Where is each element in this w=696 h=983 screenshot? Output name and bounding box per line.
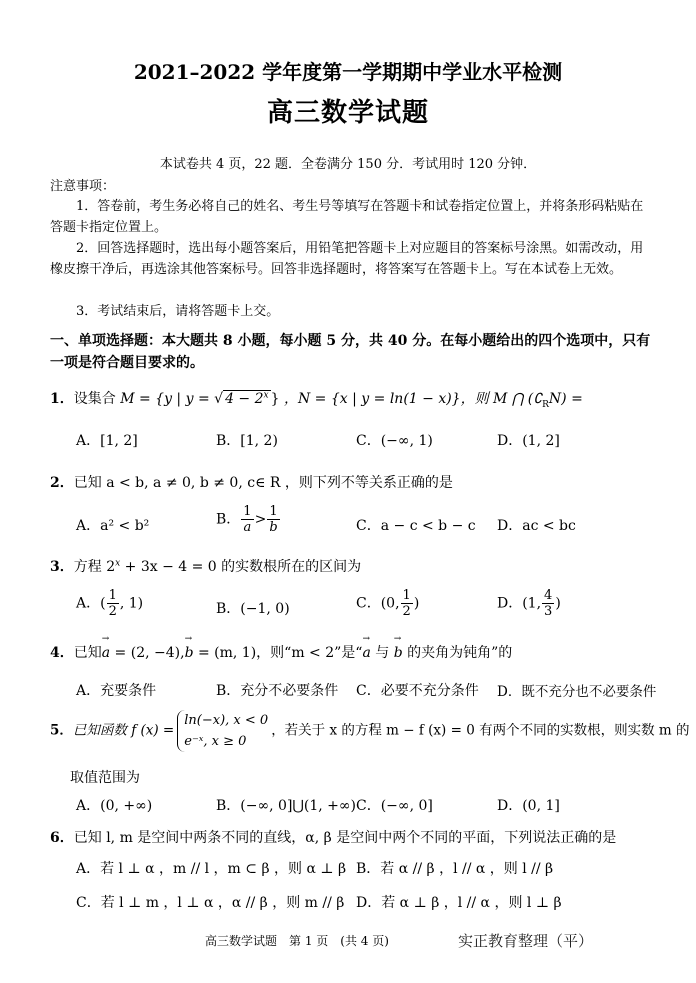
question-1-stem: 1．设集合 M = {y | y = √ $4 - 2^x$ } ，N = {x | y = ln(1 − x)}，则 M ⋂ $(∁_RN)$ = [50,390,583,410]
question-5-stem: 5．已知函数 f (x) =ln(−x), x < 0 e⁻ˣ, x ≥ 0，若关于 x 的方程 m − f (x) = 0 有两个不同的实数根，则实数 m 的 [50,710,689,752]
q6-option-a: A．若 l ⊥ α ，m // l ，m ⊂ β ，则 α ⊥ β [76,861,347,877]
q2-option-a: A．a² < b² [76,518,150,534]
q2-option-b: B． $\frac{1}{a}$ > $\frac{1}{b}$ [216,504,278,535]
q1-option-a: A．[1, 2] [76,433,138,449]
watermark-text: 实正教育整理（平） [458,932,594,950]
q3-option-a: A．( $\frac{1}{2}$ , 1) [76,588,144,619]
q1-option-d: D．(1, 2] [497,433,560,449]
q3-option-d: D．(1, $\frac{4}{3}$ ) [497,588,561,619]
q5-option-c: C．(−∞, 0] [356,798,433,814]
q5-option-b: B．(−∞, 0]⋃(1, +∞) [216,798,357,814]
exam-subtitle: 高三数学试题 [266,98,429,128]
q4-option-a: A．充要条件 [76,683,157,699]
q6-option-b: B．若 α // β ，l // α ，则 l // β [356,861,554,877]
q4-option-b: B．充分不必要条件 [216,683,339,699]
page-footer: 高三数学试题 第 1 页 (共 4 页) [205,934,389,948]
q1-option-b: B．[1, 2) [216,433,278,449]
question-3-stem: 3．方程 $2^x + 3x - 4 = 0$ 的实数根所在的区间为 [50,558,362,575]
question-4-stem: 4．已知→ a = (2, −4),→ b = (m, 1)，则“m < 2”是“→ a 与 → b 的夹角为钝角”的 [50,642,512,662]
section-1-label: 一、单项选择题：本大题共 8 小题，每小题 5 分，共 40 分。在每小题给出的四个选项中，只有一项是符合题目要求的。 [50,333,651,371]
notice-heading: 注意事项： [50,179,116,194]
question-5-stem-cont: 取值范围为 [70,770,140,786]
notice-item-3: 3．考试结束后，请将答题卡上交。 [76,304,280,319]
q6-option-c: C．若 l ⊥ m ，l ⊥ α ，α // β ，则 m // β [76,895,345,911]
q1-option-c: C．(−∞, 1) [356,433,433,449]
q4-option-c: C．必要不充分条件 [356,683,479,699]
q3-option-c: C．(0, $\frac{1}{2}$ ) [356,588,420,619]
vector-b: → b [185,645,194,661]
q5-option-d: D．(0, 1] [497,798,560,814]
q5-option-a: A．(0, +∞) [76,798,153,814]
q2-option-d: D．ac < bc [497,518,576,534]
vector-a: → a [102,645,110,661]
notice-item-1: 1．答卷前，考生务必将自己的姓名、考生号等填写在答题卡和试卷指定位置上，并将条形码粘贴在答题卡指定位置上。 [50,199,644,235]
q6-option-d: D．若 α ⊥ β ，l // α ，则 l ⊥ β [356,895,562,911]
piecewise-function: ln(−x), x < 0 e⁻ˣ, x ≥ 0 [177,710,268,752]
q2-option-c: C．a − c < b − c [356,518,476,534]
notice-item-2: 2．回答选择题时，选出每小题答案后，用铅笔把答题卡上对应题目的答案标号涂黑。如需改动，用橡皮擦干净后，再选涂其他答案标号。回答非选择题时，将答案写在答题卡上。写在本试卷上无效。 [50,241,644,277]
sqrt-sign: √ [214,391,224,407]
question-6-stem: 6．已知 l, m 是空间中两条不同的直线，α, β 是空间中两个不同的平面，下列说法正确的是 [50,830,617,846]
q4-option-d: D．既不充分也不必要条件 [497,684,657,700]
question-2-stem: 2．已知 a < b, a ≠ 0, b ≠ 0, c∈ R ，则下列不等关系正确的是 [50,475,453,491]
sqrt-body: $4 - 2^x$ [225,390,269,407]
exam-title: 2021–2022 学年度第一学期期中学业水平检测 [133,60,563,84]
exam-info: 本试卷共 4 页，22 题．全卷满分 150 分．考试用时 120 分钟． [159,157,537,172]
q3-option-b: B．(−1, 0) [216,601,290,617]
